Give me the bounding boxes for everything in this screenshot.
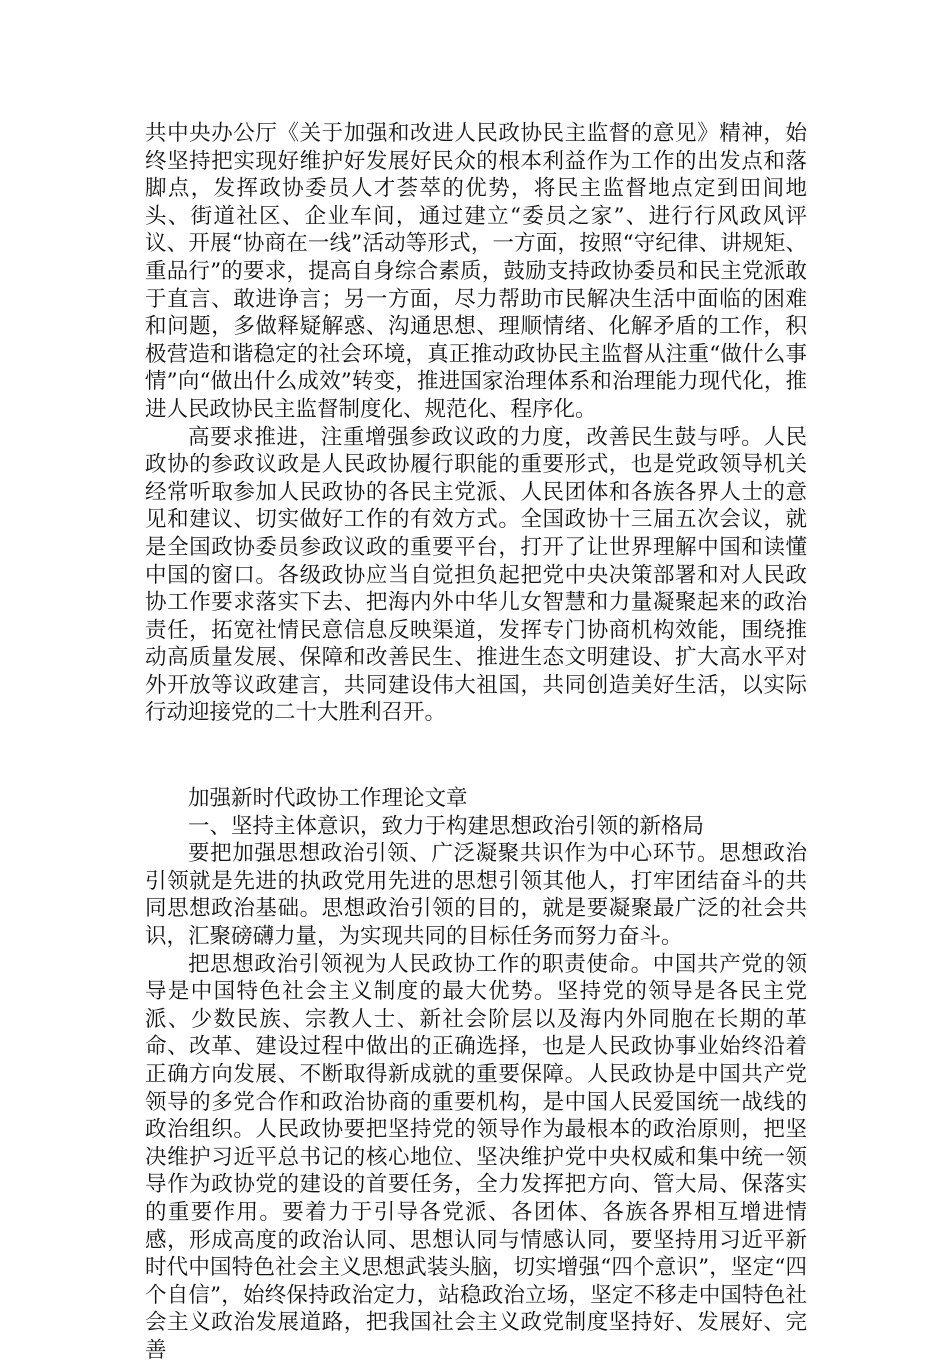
paragraph-duty-mission: 把思想政治引领视为人民政协工作的职责使命。中国共产党的领导是中国特色社会主义制度的最大优势。坚持党的领导是各民主党派、少数民族、宗教人士、新社会阶层以及海内外同胞在长期的革命、改革、建设过程中做出的正确选择，也是人民政协事业始终沿着正确方向发展、不断取得新成就的重要保障。人民政协是中国共产党领导的多党合作和政治协商的重要机构，是中国人民爱国统一战线的政治组织。人民政协要把坚持党的领导作为最根本的政治原则，把坚决维护习近平总书记的核心地位、坚决维护党中央权威和集中统一领导作为政协党的建设的首要任务，全力发挥把方向、管大局、保落实的重要作用。要着力于引导各党派、各团体、各族各界相互增进情感，形成高度的政治认同、思想认同与情感认同，要坚持用习近平新时代中国特色社会主义思想武装头脑，切实增强“四个意识”，坚定“四个自信”，始终保持政治定力，站稳政治立场，坚定不移走中国特色社会主义政治发展道路，把我国社会主义政党制度坚持好、发展好、完善 [145,951,807,1363]
section-spacer [145,727,807,785]
paragraph-participation: 高要求推进，注重增强参政议政的力度，改善民生鼓与呼。人民政协的参政议政是人民政协履行职能的重要形式，也是党政领导机关经常听取参加人民政协的各民主党派、人民团体和各族各界人士的意见和建议、切实做好工作的有效方式。全国政协十三届五次会议，就是全国政协委员参政议政的重要平台，打开了让世界理解中国和读懂中国的窗口。各级政协应当自觉担负起把党中央决策部署和对人民政协工作要求落实下去、把海内外中华儿女智慧和力量凝聚起来的政治责任，拓宽社情民意信息反映渠道，发挥专门协商机构效能，围绕推动高质量发展、保障和改善民生、推进生态文明建设、扩大高水平对外开放等议政建言，共同建设伟大祖国，共同创造美好生活，以实际行动迎接党的二十大胜利召开。 [145,424,807,726]
article-title: 加强新时代政协工作理论文章 [188,786,468,812]
paragraph-political-guidance: 要把加强思想政治引领、广泛凝聚共识作为中心环节。思想政治引领就是先进的执政党用先进的思想引领其他人，打牢团结奋斗的共同思想政治基础。思想政治引领的目的，就是要凝聚最广泛的社会共识，汇聚磅礴力量，为实现共同的目标任务而努力奋斗。 [145,841,807,950]
paragraph-continued-monitoring: 共中央办公厅《关于加强和改进人民政协民主监督的意见》精神，始终坚持把实现好维护好发展好民众的根本利益作为工作的出发点和落脚点，发挥政协委员人才荟萃的优势，将民主监督地点定到田间地头、街道社区、企业车间，通过建立“委员之家”、进行行风政风评议、开展“协商在一线”活动等形式，一方面，按照“守纪律、讲规矩、重品行”的要求，提高自身综合素质，鼓励支持政协委员和民主党派敢于直言、敢进诤言；另一方面，尽力帮助市民解决生活中面临的困难和问题，多做释疑解惑、沟通思想、理顺情绪、化解矛盾的工作，积极营造和谐稳定的社会环境，真正推动政协民主监督从注重“做什么事情”向“做出什么成效”转变，推进国家治理体系和治理能力现代化，推进人民政协民主监督制度化、规范化、程序化。 [145,121,807,422]
section-heading-1: 一、坚持主体意识，致力于构建思想政治引领的新格局 [188,813,705,839]
document-page [145,120,807,1365]
